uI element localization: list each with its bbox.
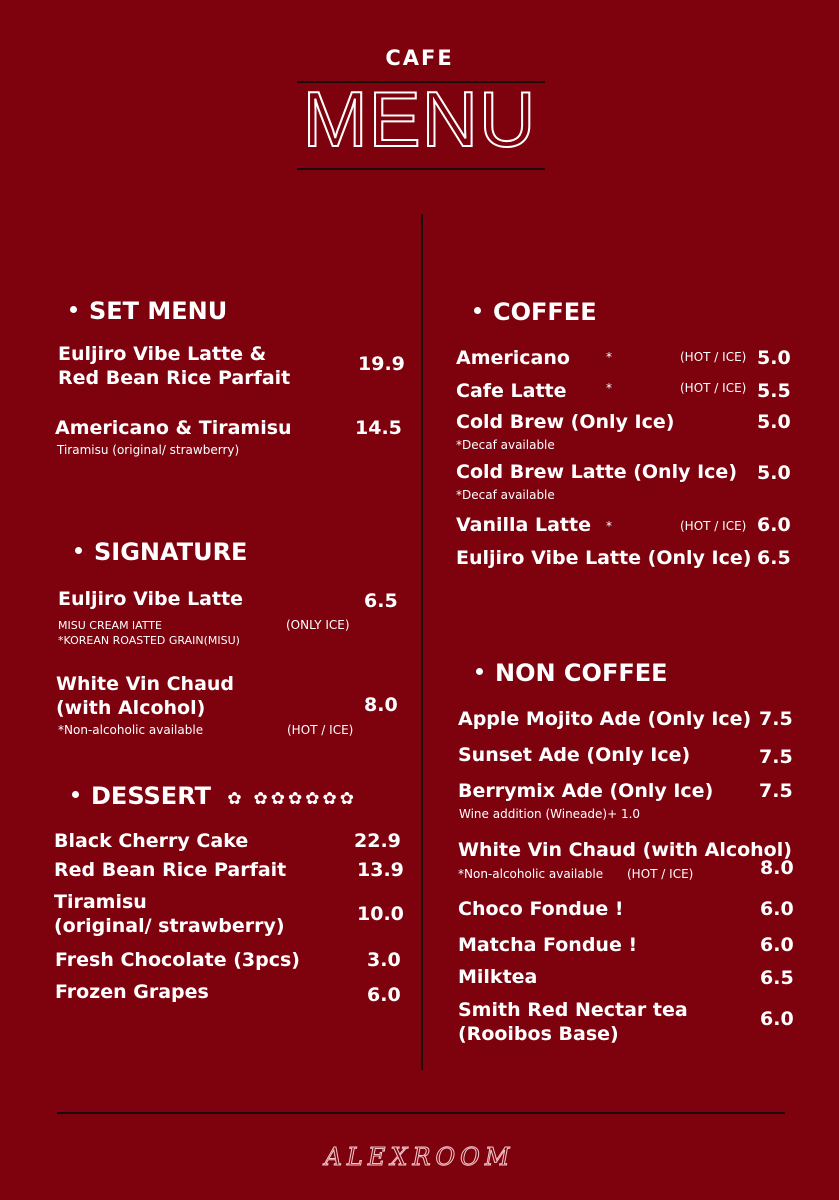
- title-bottom-rule: [297, 168, 545, 170]
- menu-item-name: Smith Red Nectar tea: [458, 999, 688, 1021]
- menu-item-price: 7.5: [759, 780, 793, 802]
- menu-item-price: 6.0: [760, 898, 794, 920]
- menu-item-price: 6.0: [367, 984, 401, 1006]
- cafe-label: CAFE: [385, 46, 454, 70]
- menu-item-note: *Non-alcoholic available: [58, 723, 204, 737]
- menu-item-price: 5.0: [757, 462, 791, 484]
- menu-item-name: Euljiro Vibe Latte &: [58, 343, 267, 365]
- menu-item-price: 5.0: [757, 347, 791, 369]
- bullet-icon: [474, 307, 481, 314]
- menu-item-name: Cold Brew (Only Ice): [456, 411, 675, 433]
- menu-item-price: 14.5: [355, 417, 402, 439]
- menu-item-name: Black Cherry Cake: [54, 830, 249, 852]
- menu-item-price: 22.9: [354, 830, 401, 852]
- menu-item-price: 19.9: [358, 353, 405, 375]
- menu-item-name: White Vin Chaud (with Alcohol): [458, 839, 792, 861]
- menu-item-option: (HOT / ICE): [627, 867, 694, 881]
- menu-item-price: 6.0: [757, 514, 791, 536]
- menu-item-note: Wine addition (Wineade)+ 1.0: [459, 807, 641, 821]
- menu-item-price: 6.5: [760, 967, 794, 989]
- menu-item-price: 7.5: [759, 746, 793, 768]
- bullet-icon: [75, 547, 82, 554]
- menu-item-option: (HOT / ICE): [680, 350, 747, 364]
- section-coffee-heading: COFFEE: [474, 298, 597, 326]
- section-set-menu-heading: SET MENU: [70, 297, 227, 325]
- menu-item-name: Red Bean Rice Parfait: [54, 859, 287, 881]
- menu-item-name: Tiramisu: [54, 891, 147, 913]
- menu-item-option: (HOT / ICE): [287, 723, 354, 737]
- section-non-coffee-heading: NON COFFEE: [476, 659, 668, 687]
- menu-item-price: 6.5: [757, 547, 791, 569]
- menu-item-price: 8.0: [760, 857, 794, 879]
- menu-item-option: (ONLY ICE): [286, 618, 350, 632]
- menu-item-name-line2: (original/ strawberry): [54, 915, 285, 937]
- menu-item-name: Choco Fondue !: [458, 898, 624, 920]
- menu-item-name: Vanilla Latte: [456, 514, 591, 536]
- menu-item-name: White Vin Chaud: [56, 673, 235, 695]
- footer-divider: [57, 1112, 785, 1114]
- menu-item-name: Frozen Grapes: [55, 981, 209, 1003]
- menu-item-star: *: [606, 350, 612, 364]
- menu-item-name: Sunset Ade (Only Ice): [458, 744, 691, 766]
- menu-item-note: Tiramisu (original/ strawberry): [57, 443, 240, 457]
- menu-item-price: 6.0: [760, 934, 794, 956]
- menu-item-note: *Non-alcoholic available: [458, 867, 604, 881]
- section-signature-heading: SIGNATURE: [75, 538, 247, 566]
- menu-item-name-line2: Red Bean Rice Parfait: [58, 367, 291, 389]
- menu-item-note: *Decaf available: [456, 438, 555, 452]
- column-divider: [421, 214, 423, 1070]
- section-dessert-heading: DESSERT ✿ ✿✿✿✿✿✿: [72, 782, 357, 810]
- menu-item-name: Americano & Tiramisu: [55, 417, 292, 439]
- menu-item-price: 6.0: [760, 1008, 794, 1030]
- brand-signature-logo: ALEXROOM: [324, 1143, 515, 1171]
- menu-item-note: *Decaf available: [456, 488, 555, 502]
- menu-item-star: *: [606, 519, 612, 533]
- menu-item-name: Euljiro Vibe Latte: [58, 588, 244, 610]
- menu-item-name: Cafe Latte: [456, 380, 567, 402]
- menu-item-price: 6.5: [364, 590, 398, 612]
- menu-item-price: 13.9: [357, 859, 404, 881]
- bullet-icon: [72, 791, 79, 798]
- menu-item-note: MISU CREAM lATTE: [58, 619, 162, 632]
- menu-item-price: 7.5: [759, 708, 793, 730]
- bullet-icon: [70, 306, 77, 313]
- menu-item-option: (HOT / ICE): [680, 381, 747, 395]
- menu-item-name: Apple Mojito Ade (Only Ice): [458, 708, 752, 730]
- menu-item-name-line2: (Rooibos Base): [458, 1023, 619, 1045]
- menu-title: MENU: [302, 75, 537, 163]
- menu-item-price: 5.0: [757, 411, 791, 433]
- menu-item-price: 8.0: [364, 694, 398, 716]
- flower-decoration-icon: ✿ ✿✿✿✿✿✿: [227, 789, 357, 809]
- menu-item-price: 3.0: [367, 949, 401, 971]
- menu-item-note: *KOREAN ROASTED GRAIN(MISU): [58, 634, 240, 647]
- menu-item-name-line2: (with Alcohol): [56, 697, 206, 719]
- menu-item-name: Matcha Fondue !: [458, 934, 638, 956]
- menu-item-name: Cold Brew Latte (Only Ice): [456, 461, 738, 483]
- menu-item-price: 5.5: [757, 380, 791, 402]
- bullet-icon: [476, 668, 483, 675]
- menu-item-name: Fresh Chocolate (3pcs): [55, 949, 300, 971]
- menu-item-option: (HOT / ICE): [680, 519, 747, 533]
- menu-item-name: Euljiro Vibe Latte (Only Ice): [456, 547, 752, 569]
- menu-item-star: *: [606, 381, 612, 395]
- menu-item-name: Berrymix Ade (Only Ice): [458, 780, 714, 802]
- menu-item-name: Milktea: [458, 966, 538, 988]
- menu-item-price: 10.0: [357, 903, 404, 925]
- menu-item-name: Americano: [456, 347, 570, 369]
